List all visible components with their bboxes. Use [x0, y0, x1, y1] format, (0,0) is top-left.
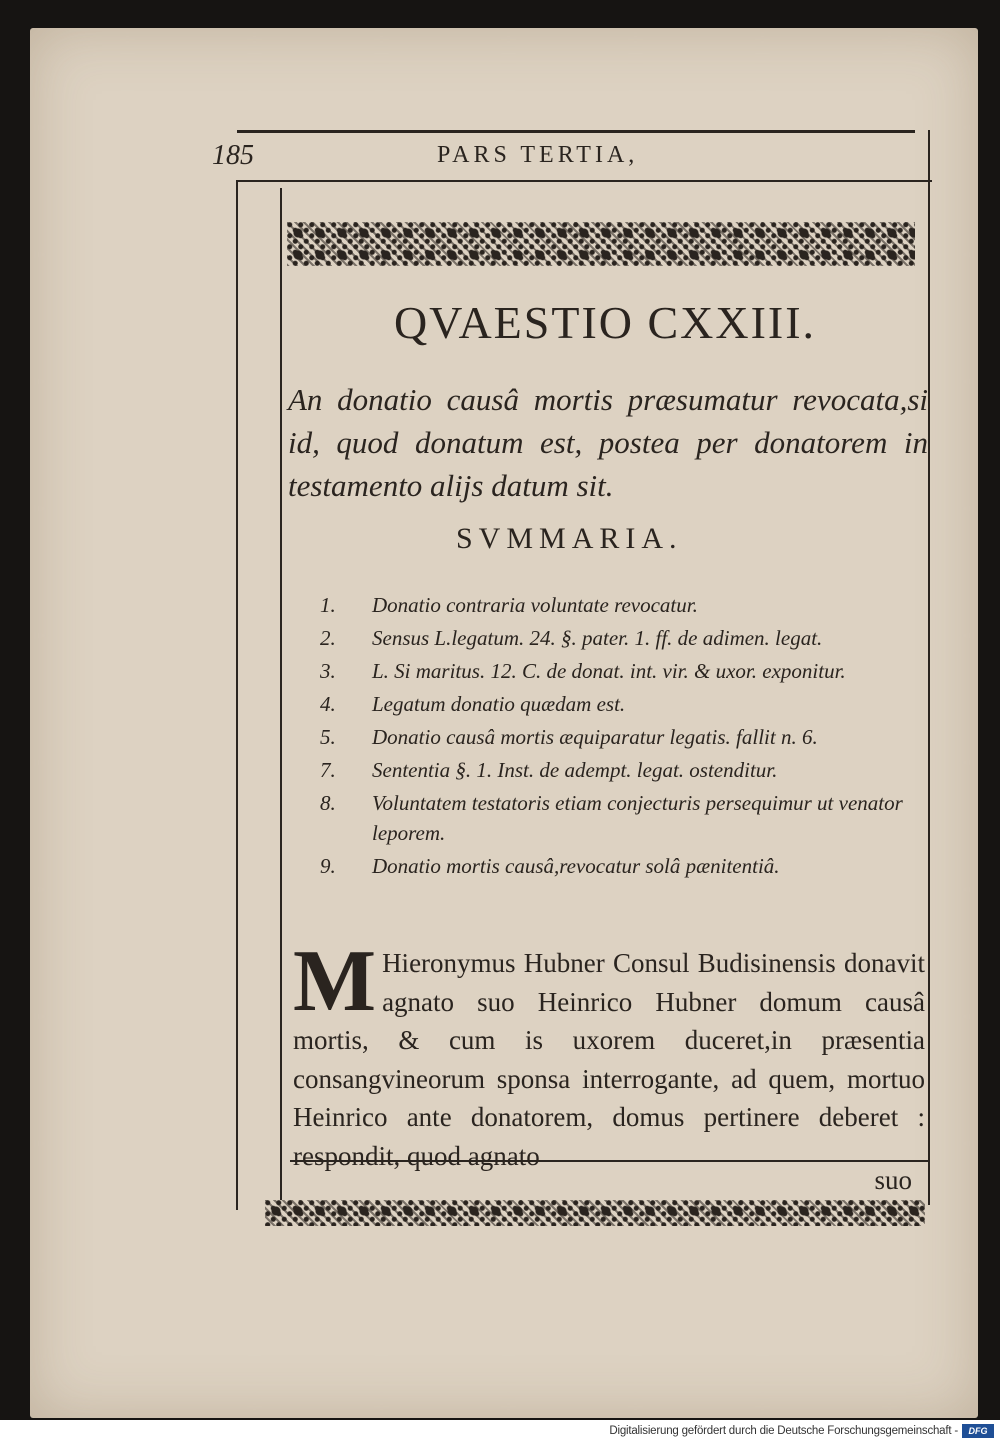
funding-credit: Digitalisierung gefördert durch die Deutsche Forschungsgemeinschaft -: [609, 1425, 958, 1437]
body-text: Hieronymus Hubner Consul Budisinensis donavit agnato suo Heinrico Hubner domum causâ mortis, & cum is uxorem duceret,in præsentia consangvineorum sponsa interrogante, ad quem, mortuo Heinrico ante donatorem, domus pertinere deberet : respondit, quod agnato: [293, 948, 925, 1171]
left-frame-rule: [236, 180, 238, 1210]
page-number: 185: [212, 140, 254, 171]
item-text: Donatio causâ mortis æquiparatur legatis. fallit n. 6.: [372, 725, 818, 749]
item-text: Sensus L.legatum. 24. §. pater. 1. ff. de adimen. legat.: [372, 626, 823, 650]
item-number: 1.: [320, 593, 336, 617]
summary-list: [320, 590, 930, 884]
dfg-logo: DFG: [962, 1424, 994, 1438]
item-text: Donatio mortis causâ,revocatur solâ pænitentiâ.: [372, 854, 780, 878]
list-item: [320, 851, 930, 881]
top-ornament-band: [287, 222, 915, 266]
item-number: 5.: [320, 725, 336, 749]
body-paragraph: [293, 933, 925, 1175]
list-item: [320, 623, 930, 653]
item-text: L. Si maritus. 12. C. de donat. int. vir. & uxor. exponitur.: [372, 659, 846, 683]
item-text: Legatum donatio quædam est.: [372, 692, 626, 716]
question-subtitle: An donatio causâ mortis præsumatur revocata,si id, quod donatum est, postea per donatorem in testamento alijs datum sit.: [288, 382, 928, 503]
item-number: 8.: [320, 791, 336, 815]
list-item: [320, 689, 930, 719]
list-item: [320, 590, 930, 620]
list-item: [320, 656, 930, 686]
item-number: 3.: [320, 659, 336, 683]
item-number: 2.: [320, 626, 336, 650]
item-text: Sententia §. 1. Inst. de adempt. legat. ostenditur.: [372, 758, 778, 782]
drop-cap: M: [293, 933, 377, 1030]
footer-bar: [0, 1420, 1000, 1443]
top-rule: [237, 130, 915, 133]
bottom-ornament-band: [265, 1200, 925, 1226]
header-rule: [237, 180, 932, 182]
list-item: [320, 722, 930, 752]
summaria-heading: SVMMARIA.: [456, 522, 683, 555]
question-title: QVAESTIO CXXIII.: [393, 297, 817, 348]
catchword: suo: [874, 1165, 912, 1195]
item-number: 9.: [320, 854, 336, 878]
item-number: 4.: [320, 692, 336, 716]
list-item: [320, 788, 930, 848]
item-number: 7.: [320, 758, 336, 782]
list-item: [320, 755, 930, 785]
item-text: Donatio contraria voluntate revocatur.: [372, 593, 698, 617]
running-head: PARS TERTIA,: [437, 142, 639, 168]
item-text: Voluntatem testatoris etiam conjecturis persequimur ut venator leporem.: [372, 791, 903, 845]
